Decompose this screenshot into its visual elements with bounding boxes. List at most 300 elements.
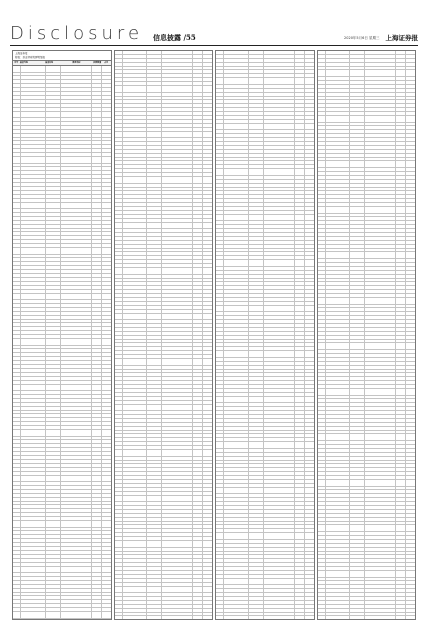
table-row — [318, 161, 416, 168]
table-cell — [21, 452, 46, 455]
table-cell — [224, 593, 249, 596]
table-cell — [264, 529, 295, 532]
table-cell — [102, 476, 111, 482]
table-cell — [21, 327, 46, 330]
table-cell — [216, 593, 224, 596]
table-cell — [193, 514, 203, 517]
table-cell — [396, 468, 406, 471]
table-cell — [46, 323, 61, 326]
table-cell — [396, 154, 406, 157]
table-cell — [162, 169, 193, 172]
table-cell — [350, 555, 365, 558]
table-cell — [123, 260, 148, 263]
table-cell — [350, 324, 365, 327]
table-cell — [13, 167, 21, 170]
table-cell — [249, 609, 264, 612]
table-cell — [115, 587, 123, 593]
table-cell — [13, 66, 21, 72]
table-cell — [396, 241, 406, 244]
table-cell — [162, 438, 193, 441]
table-body — [115, 51, 213, 620]
table-cell — [216, 154, 224, 157]
table-cell — [216, 571, 224, 574]
table-cell — [224, 589, 249, 592]
table-cell — [61, 357, 92, 360]
table-cell — [350, 245, 365, 248]
table-cell — [326, 259, 351, 262]
table-cell — [305, 585, 314, 588]
table-cell — [406, 457, 415, 460]
table-cell — [350, 441, 365, 444]
table-cell — [305, 559, 314, 562]
table-cell — [295, 510, 305, 513]
table-cell — [224, 320, 249, 323]
table-cell — [46, 505, 61, 508]
table-cell — [13, 418, 21, 421]
table-row — [216, 215, 314, 222]
table-cell — [193, 188, 203, 191]
table-cell — [396, 134, 406, 137]
table-cell — [123, 294, 148, 297]
table-cell — [115, 93, 123, 96]
table-cell — [249, 138, 264, 141]
table-cell — [249, 340, 264, 343]
table-cell — [162, 82, 193, 85]
table-cell — [46, 596, 61, 599]
table-cell — [46, 567, 61, 573]
table-cell — [61, 414, 92, 417]
table-cell — [216, 540, 224, 543]
table-cell — [224, 191, 249, 194]
table-cell — [365, 340, 396, 343]
table-cell — [92, 149, 102, 152]
table-cell — [295, 332, 305, 335]
table-column-1 — [12, 50, 112, 620]
table-cell — [224, 442, 249, 448]
table-cell — [21, 183, 46, 186]
table-cell — [305, 252, 314, 255]
table-cell — [61, 323, 92, 326]
table-cell — [406, 609, 415, 612]
table-cell — [305, 282, 314, 285]
table-cell — [123, 219, 148, 222]
table-cell — [193, 464, 203, 467]
table-cell — [396, 518, 406, 521]
table-cell — [13, 357, 21, 360]
table-cell — [46, 153, 61, 156]
table-cell — [326, 316, 351, 319]
table-cell — [396, 249, 406, 252]
table-cell — [13, 112, 21, 118]
table-cell — [21, 535, 46, 538]
table-cell — [396, 161, 406, 167]
table-cell — [249, 67, 264, 70]
table-cell — [350, 354, 365, 357]
table-cell — [396, 146, 406, 149]
table-cell — [264, 161, 295, 164]
table-cell — [350, 146, 365, 149]
table-cell — [162, 548, 193, 551]
table-cell — [249, 381, 264, 384]
table-cell — [46, 157, 61, 163]
table-cell — [396, 399, 406, 402]
table-cell — [264, 116, 295, 119]
table-cell — [326, 540, 351, 543]
table-cell — [193, 476, 203, 479]
table-cell — [115, 415, 123, 418]
table-cell — [216, 552, 224, 555]
table-cell — [46, 76, 61, 79]
table-cell — [406, 476, 415, 479]
table-cell — [147, 146, 162, 149]
table-cell — [295, 476, 305, 479]
table-cell — [115, 336, 123, 339]
table-cell — [123, 411, 148, 414]
table-cell — [162, 427, 193, 430]
table-row — [216, 442, 314, 449]
table-cell — [203, 97, 212, 100]
table-cell — [249, 438, 264, 441]
table-cell — [123, 518, 148, 521]
table-cell — [203, 593, 212, 596]
table-cell — [350, 399, 365, 402]
table-cell — [193, 282, 203, 285]
table-cell — [13, 365, 21, 368]
table-cell — [318, 267, 326, 270]
table-cell — [350, 468, 365, 471]
table-cell — [216, 494, 224, 497]
table-cell — [249, 419, 264, 422]
table-cell — [162, 446, 193, 449]
table-cell — [318, 328, 326, 331]
table-cell — [115, 63, 123, 66]
table-cell — [406, 233, 415, 236]
table-cell — [350, 51, 365, 54]
table-cell — [365, 237, 396, 240]
table-cell — [326, 123, 351, 126]
table-cell — [193, 233, 203, 236]
table-cell — [147, 165, 162, 168]
table-cell — [162, 601, 193, 604]
table-cell — [102, 282, 111, 285]
table-cell — [162, 132, 193, 138]
table-cell — [13, 270, 21, 273]
table-cell — [264, 385, 295, 388]
table-cell — [92, 460, 102, 463]
table-cell — [224, 256, 249, 259]
table-cell — [123, 427, 148, 430]
table-cell — [305, 397, 314, 403]
table-cell — [61, 403, 92, 406]
table-cell — [295, 252, 305, 255]
table-cell — [193, 571, 203, 574]
table-cell — [264, 419, 295, 422]
table-cell — [406, 431, 415, 434]
table-cell — [350, 358, 365, 361]
table-cell — [305, 63, 314, 66]
table-cell — [115, 207, 123, 210]
table-cell — [350, 613, 365, 616]
table-cell — [318, 191, 326, 194]
table-cell — [21, 195, 46, 198]
table-cell — [92, 502, 102, 505]
table-cell — [193, 70, 203, 73]
table-cell — [216, 294, 224, 297]
table-cell — [162, 359, 193, 365]
table-cell — [365, 214, 396, 217]
table-cell — [264, 464, 295, 467]
table-cell — [326, 578, 351, 581]
table-cell — [203, 579, 212, 582]
table-cell — [350, 332, 365, 335]
table-cell — [21, 213, 46, 216]
table-cell — [92, 596, 102, 599]
table-cell — [92, 430, 102, 436]
table-cell — [350, 461, 365, 464]
table-cell — [365, 453, 396, 456]
table-cell — [46, 130, 61, 133]
table-cell — [203, 104, 212, 107]
table-cell — [123, 86, 148, 92]
table-cell — [406, 290, 415, 293]
table-cell — [249, 427, 264, 430]
table-cell — [216, 389, 224, 392]
table-cell — [216, 275, 224, 278]
table-cell — [216, 324, 224, 327]
table-cell — [61, 232, 92, 235]
table-cell — [147, 571, 162, 574]
table-cell — [224, 78, 249, 84]
table-cell — [115, 55, 123, 58]
table-cell — [216, 518, 224, 521]
table-cell — [13, 88, 21, 91]
table-cell — [216, 279, 224, 282]
table-cell — [147, 195, 162, 198]
table-cell — [224, 260, 249, 266]
table-cell — [203, 207, 212, 210]
table-cell — [203, 260, 212, 263]
table-cell — [249, 279, 264, 282]
table-cell — [406, 298, 415, 304]
table-cell — [365, 593, 396, 596]
table-cell — [203, 355, 212, 358]
table-cell — [61, 418, 92, 421]
table-cell — [326, 279, 351, 282]
table-cell — [123, 397, 148, 400]
table-cell — [193, 609, 203, 612]
table-cell — [61, 187, 92, 190]
table-cell — [350, 476, 365, 479]
table-cell — [21, 373, 46, 376]
table-cell — [147, 154, 162, 157]
table-cell — [102, 585, 111, 588]
table-cell — [365, 85, 396, 88]
table-cell — [216, 423, 224, 426]
table-cell — [13, 472, 21, 475]
table-cell — [13, 92, 21, 95]
table-cell — [326, 126, 351, 129]
table-cell — [46, 472, 61, 475]
table-cell — [365, 279, 396, 282]
table-cell — [13, 563, 21, 566]
table-cell — [365, 434, 396, 440]
table-cell — [193, 583, 203, 586]
table-cell — [365, 506, 396, 509]
table-cell — [365, 332, 396, 335]
table-cell — [102, 581, 111, 584]
table-cell — [318, 85, 326, 88]
table-cell — [224, 370, 249, 373]
table-cell — [92, 244, 102, 247]
table-cell — [350, 271, 365, 274]
table-cell — [102, 456, 111, 459]
table-cell — [264, 154, 295, 157]
table-cell — [305, 116, 314, 119]
table-cell — [123, 343, 148, 346]
table-cell — [365, 468, 396, 471]
table-cell — [13, 476, 21, 482]
masthead — [10, 22, 418, 44]
table-cell — [61, 100, 92, 103]
table-cell — [295, 267, 305, 270]
table-cell — [365, 81, 396, 84]
table-cell — [92, 199, 102, 202]
table-cell — [115, 457, 123, 460]
table-cell — [46, 414, 61, 417]
table-cell — [13, 555, 21, 558]
table-row — [216, 579, 314, 586]
table-row — [13, 339, 111, 346]
table-cell — [61, 118, 92, 121]
table-cell — [102, 240, 111, 243]
table-cell — [326, 59, 351, 62]
table-cell — [365, 552, 396, 555]
table-cell — [92, 339, 102, 345]
table-cell — [147, 150, 162, 153]
table-cell — [326, 389, 351, 395]
table-cell — [216, 312, 224, 315]
table-cell — [224, 438, 249, 441]
table-cell — [249, 351, 264, 357]
table-cell — [365, 403, 396, 406]
table-cell — [350, 472, 365, 475]
table-cell — [326, 55, 351, 58]
table-cell — [193, 541, 203, 547]
table-cell — [102, 244, 111, 247]
table-cell — [193, 302, 203, 305]
table-cell — [249, 370, 264, 373]
table-cell — [365, 544, 396, 547]
table-cell — [224, 514, 249, 517]
table-cell — [350, 434, 365, 440]
table-cell — [115, 571, 123, 574]
table-cell — [21, 502, 46, 505]
table-cell — [92, 323, 102, 326]
table-cell — [224, 381, 249, 384]
table-cell — [61, 476, 92, 482]
table-cell — [224, 146, 249, 149]
table-cell — [21, 422, 46, 425]
table-cell — [326, 85, 351, 88]
table-cell — [295, 351, 305, 357]
table-cell — [249, 393, 264, 396]
table-cell — [224, 275, 249, 278]
table-cell — [365, 180, 396, 183]
table-cell — [61, 183, 92, 186]
table-cell — [21, 179, 46, 182]
table-cell — [224, 419, 249, 422]
table-cell — [365, 354, 396, 357]
table-cell — [295, 138, 305, 141]
table-cell — [123, 555, 148, 558]
table-cell — [249, 571, 264, 574]
table-cell — [92, 407, 102, 410]
table-cell — [224, 55, 249, 58]
table-cell — [406, 328, 415, 331]
table-cell — [216, 298, 224, 301]
table-cell — [305, 207, 314, 210]
table-cell — [21, 112, 46, 118]
table-cell — [305, 328, 314, 331]
table-cell — [396, 59, 406, 62]
table-cell — [102, 411, 111, 414]
table-cell — [162, 533, 193, 536]
table-cell — [295, 260, 305, 266]
table-cell — [61, 84, 92, 87]
table-cell — [46, 426, 61, 429]
table-cell — [305, 370, 314, 373]
table-cell — [162, 191, 193, 194]
table-cell — [61, 240, 92, 243]
table-cell — [46, 164, 61, 167]
table-cell — [216, 207, 224, 210]
table-cell — [61, 255, 92, 258]
table-cell — [102, 365, 111, 368]
table-cell — [203, 268, 212, 274]
table-cell — [396, 150, 406, 153]
table-cell — [123, 161, 148, 164]
table-cell — [61, 593, 92, 596]
table-cell — [396, 112, 406, 115]
table-cell — [406, 142, 415, 145]
table-cell — [61, 547, 92, 550]
table-cell — [318, 601, 326, 604]
table-cell — [21, 232, 46, 235]
table-cell — [224, 585, 249, 588]
table-cell — [396, 609, 406, 612]
table-cell — [115, 74, 123, 77]
table-cell — [406, 199, 415, 202]
table-cell — [123, 124, 148, 127]
header-rule — [10, 45, 418, 46]
table-cell — [162, 55, 193, 58]
table-cell — [406, 225, 415, 228]
table-cell — [365, 77, 396, 80]
table-cell — [264, 431, 295, 434]
table-cell — [115, 468, 123, 471]
table-cell — [21, 472, 46, 475]
table-cell — [264, 502, 295, 505]
table-cell — [216, 468, 224, 471]
table-cell — [92, 381, 102, 384]
table-cell — [305, 347, 314, 350]
table-cell — [350, 578, 365, 581]
table-cell — [123, 279, 148, 282]
table-cell — [61, 444, 92, 447]
table-cell — [264, 112, 295, 115]
table-cell — [115, 237, 123, 240]
table-cell — [305, 468, 314, 471]
